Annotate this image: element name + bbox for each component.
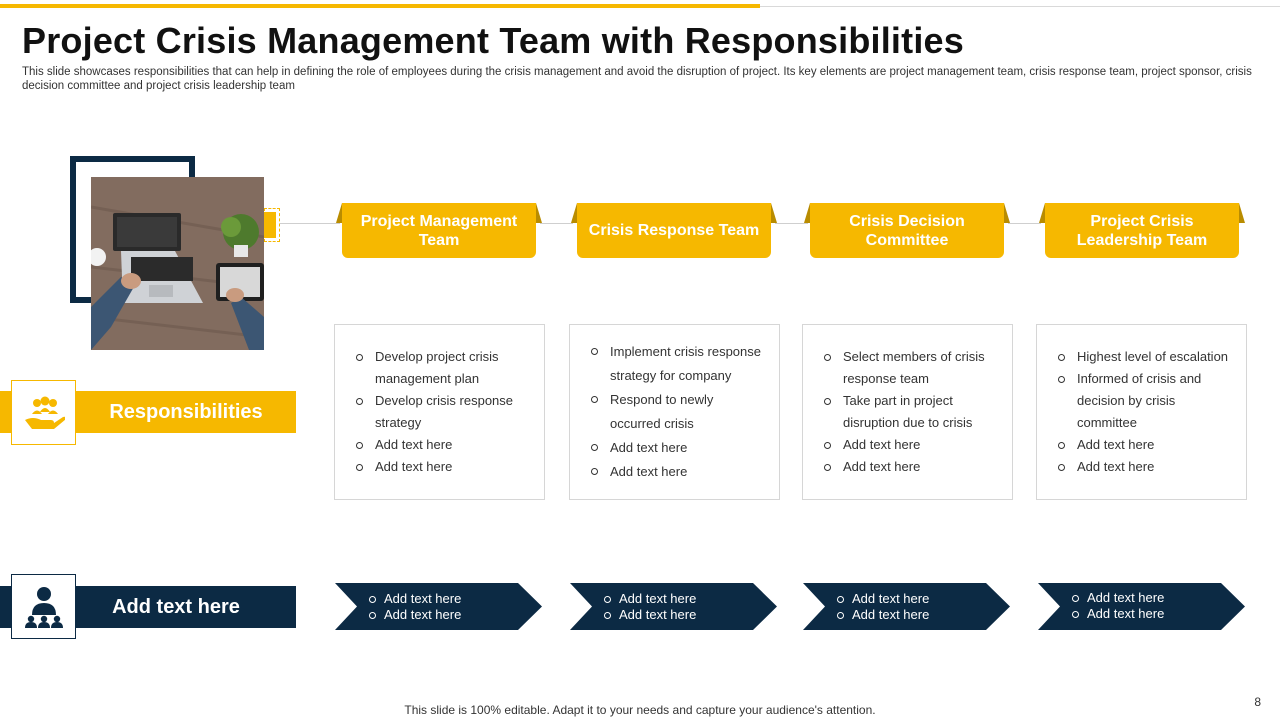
team-header-project-management: [336, 203, 542, 258]
list-item: Add text here: [355, 434, 528, 456]
list-item: Add text here: [1057, 434, 1230, 456]
list-item: Add text here: [369, 607, 461, 623]
team-header-crisis-decision: [804, 203, 1010, 258]
responsibilities-icon-box: [11, 380, 76, 445]
list-item: Develop project crisis management plan: [355, 346, 528, 390]
list-item: Add text here: [590, 460, 763, 484]
list-item: Add text here: [837, 607, 929, 623]
list-item: Select members of crisis response team: [823, 346, 996, 390]
list-item: Informed of crisis and decision by crisis committee: [1057, 368, 1230, 434]
list-item: Take part in project disruption due to crisis: [823, 390, 996, 434]
responsibility-card-3: [802, 324, 1013, 500]
list-item: Add text here: [1057, 456, 1230, 478]
slide-footer: This slide is 100% editable. Adapt it to your needs and capture your audience's attention.: [404, 703, 876, 717]
slide-subtitle: This slide showcases responsibilities that can help in defining the role of employees during the crisis management and avoid the disruption of project. Its key elements are project management team, crisis response team, project sponsor, crisis decision committee and project crisis leadership team: [22, 66, 1252, 92]
slide-title: Project Crisis Management Team with Responsibilities: [22, 20, 964, 61]
list-item: Add text here: [604, 591, 696, 607]
list-item: Add text here: [1072, 590, 1164, 606]
list-item: Add text here: [369, 591, 461, 607]
list-item: Add text here: [604, 607, 696, 623]
team-leader-icon: [24, 585, 64, 629]
list-item: Add text here: [837, 591, 929, 607]
list-item: Develop crisis response strategy: [355, 390, 528, 434]
team-header-label: Project Management Team: [342, 203, 536, 258]
team-header-label: Crisis Response Team: [577, 203, 771, 258]
list-item: Add text here: [823, 434, 996, 456]
bottom-icon-box: [11, 574, 76, 639]
top-accent-bar: [0, 4, 760, 8]
responsibility-card-1: [334, 324, 545, 500]
list-item: Add text here: [1072, 606, 1164, 622]
connector-line: [1008, 223, 1041, 224]
team-header-crisis-leadership: [1039, 203, 1245, 258]
connector-line: [280, 223, 340, 224]
list-item: Add text here: [590, 436, 763, 460]
note-chevron-4: [1038, 583, 1245, 630]
list-item: Highest level of escalation: [1057, 346, 1230, 368]
photo-connector-tab: [264, 212, 276, 238]
team-header-label: Crisis Decision Committee: [810, 203, 1004, 258]
bottom-band-label: Add text here: [112, 595, 240, 618]
responsibility-card-2: [569, 324, 780, 500]
team-header-crisis-response: [571, 203, 777, 258]
team-header-label: Project Crisis Leadership Team: [1045, 203, 1239, 258]
note-chevron-2: [570, 583, 777, 630]
note-chevron-3: [803, 583, 1010, 630]
responsibilities-label: Responsibilities: [109, 400, 263, 423]
list-item: Add text here: [823, 456, 996, 478]
note-chevron-1: [335, 583, 542, 630]
page-number: 8: [1254, 695, 1261, 709]
connector-line: [540, 223, 573, 224]
laptop-desk-photo: [91, 177, 264, 350]
hand-with-people-icon: [23, 396, 65, 430]
list-item: Implement crisis response strategy for company: [590, 340, 763, 388]
list-item: Add text here: [355, 456, 528, 478]
list-item: Respond to newly occurred crisis: [590, 388, 763, 436]
responsibility-card-4: [1036, 324, 1247, 500]
